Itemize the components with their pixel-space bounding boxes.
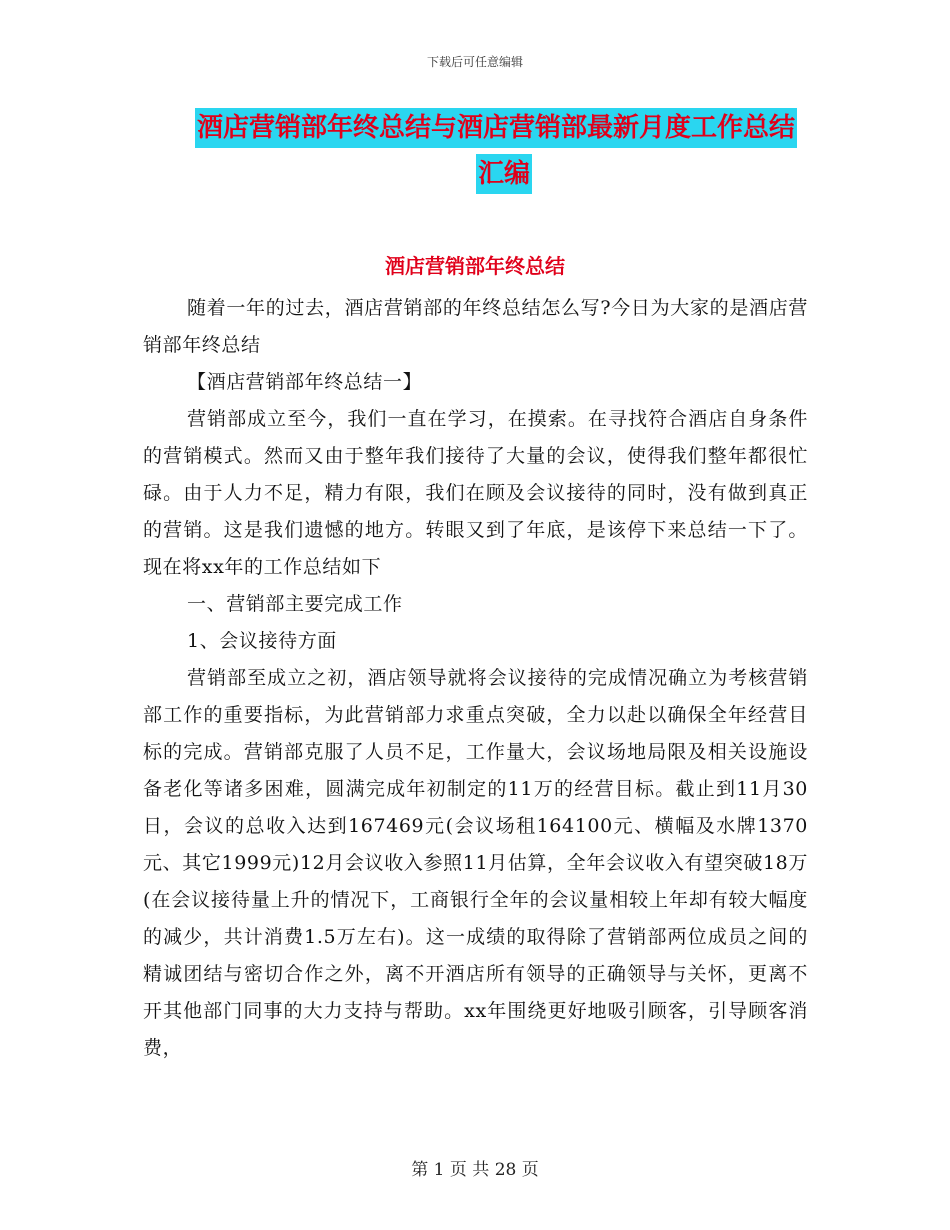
paragraph-intro: 随着一年的过去，酒店营销部的年终总结怎么写?今日为大家的是酒店营销部年终总结 <box>143 297 808 356</box>
paragraph-subheading: 【酒店营销部年终总结一】 <box>187 371 423 393</box>
paragraph-meeting-reception: 营销部至成立之初，酒店领导就将会议接待的完成情况确立为考核营销部工作的重要指标，为此营销部力求重点突破，全力以赴以确保全年经营目标的完成。营销部克服了人员不足，工作量大，会议场地局限及相关设施设备老化等诸多困难，圆满完成年初制定的11万的经营目标。截止到11月30日，会议的总收入达到167469元(会议场租164100元、横幅及水牌1370元、其它1999元)12月会议收入参照11月估算，全年会议收入有望突破18万(在会议接待量上升的情况下，工商银行全年的会议量相较上年却有较大幅度的减少，共计消费1.5万左右)。这一成绩的取得除了营销部两位成员之间的精诚团结与密切合作之外，离不开酒店所有领导的正确领导与关怀，更离不开其他部门同事的大力支持与帮助。xx年围绕更好地吸引顾客，引导顾客消费， <box>143 667 808 1059</box>
page-indicator: 第 1 页 共 28 页 <box>411 1160 539 1180</box>
download-note: 下载后可任意编辑 <box>426 55 523 69</box>
paragraph-heading-1: 一、营销部主要完成工作 <box>187 593 403 615</box>
document-title-line-1: 酒店营销部年终总结与酒店营销部最新月度工作总结 <box>195 108 797 148</box>
paragraph-heading-1-1: 1、会议接待方面 <box>187 630 337 652</box>
section-title: 酒店营销部年终总结 <box>385 254 565 278</box>
body-text <box>143 290 808 1067</box>
document-title-line-2: 汇编 <box>476 154 532 194</box>
paragraph-overview: 营销部成立至今，我们一直在学习，在摸索。在寻找符合酒店自身条件的营销模式。然而又由于整年我们接待了大量的会议，使得我们整年都很忙碌。由于人力不足，精力有限，我们在顾及会议接待的同时，没有做到真正的营销。这是我们遗憾的地方。转眼又到了年底，是该停下来总结一下了。现在将xx年的工作总结如下 <box>143 408 808 578</box>
